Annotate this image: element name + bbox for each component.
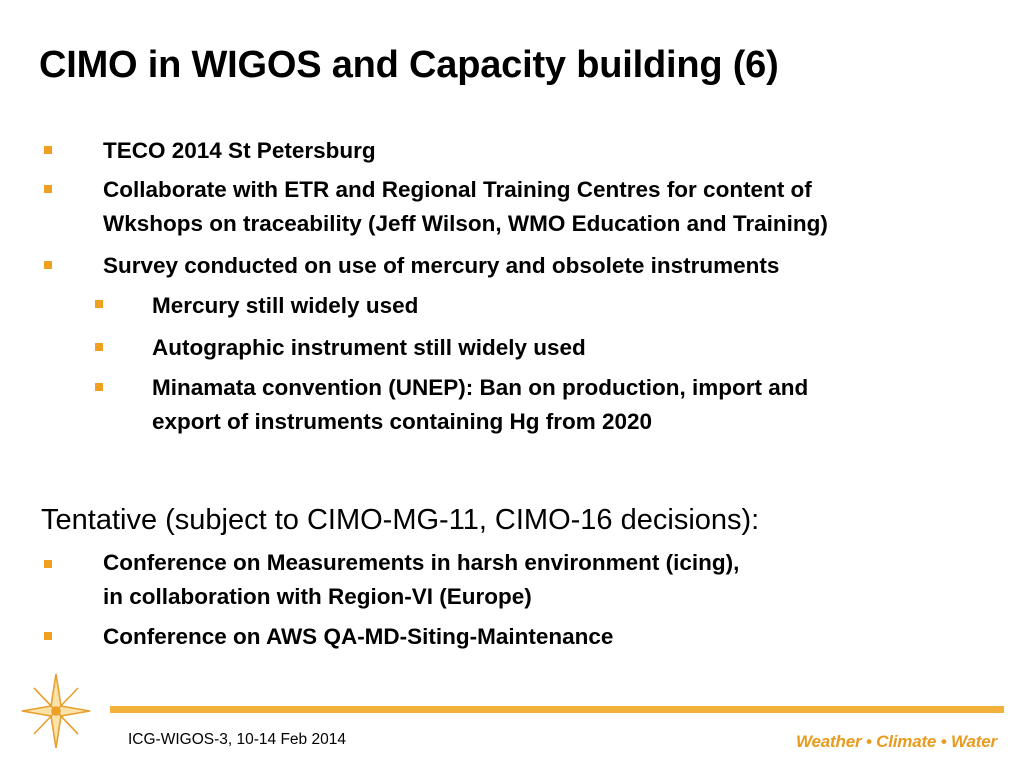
bullet-line: in collaboration with Region-VI (Europe) [103, 584, 532, 609]
sub-bullet-autographic: Autographic instrument still widely used [152, 335, 586, 360]
bullet-line: Conference on Measurements in harsh environment (icing), [103, 550, 740, 575]
bullet-survey: Survey conducted on use of mercury and obsolete instruments [103, 253, 780, 278]
sub-bullet-marker [95, 343, 103, 351]
bullet-line: export of instruments containing Hg from 2020 [152, 409, 653, 434]
footer-event: ICG-WIGOS-3, 10-14 Feb 2014 [128, 731, 346, 748]
sub-bullet-marker [95, 383, 103, 391]
bullet-line: Minamata convention (UNEP): Ban on production, import and [152, 375, 809, 400]
footer-brand: Weather • Climate • Water [796, 732, 997, 751]
bullet-line: Collaborate with ETR and Regional Training Centres for content of [103, 177, 812, 202]
bullet-line: Wkshops on traceability (Jeff Wilson, WMO Education and Training) [103, 211, 828, 236]
sub-bullet-mercury: Mercury still widely used [152, 293, 419, 318]
bullet-marker [44, 261, 52, 269]
bullet-marker [44, 560, 52, 568]
slide-title: CIMO in WIGOS and Capacity building (6) [39, 44, 779, 86]
bullet-marker [44, 146, 52, 154]
wmo-star-icon [20, 672, 92, 755]
bullet-teco: TECO 2014 St Petersburg [103, 138, 376, 163]
bullet-marker [44, 632, 52, 640]
footer-divider [110, 706, 1004, 713]
sub-bullet-marker [95, 300, 103, 308]
bullet-marker [44, 185, 52, 193]
tentative-heading: Tentative (subject to CIMO-MG-11, CIMO-16 decisions): [41, 504, 760, 536]
bullet-conference-aws: Conference on AWS QA-MD-Siting-Maintenance [103, 624, 614, 649]
